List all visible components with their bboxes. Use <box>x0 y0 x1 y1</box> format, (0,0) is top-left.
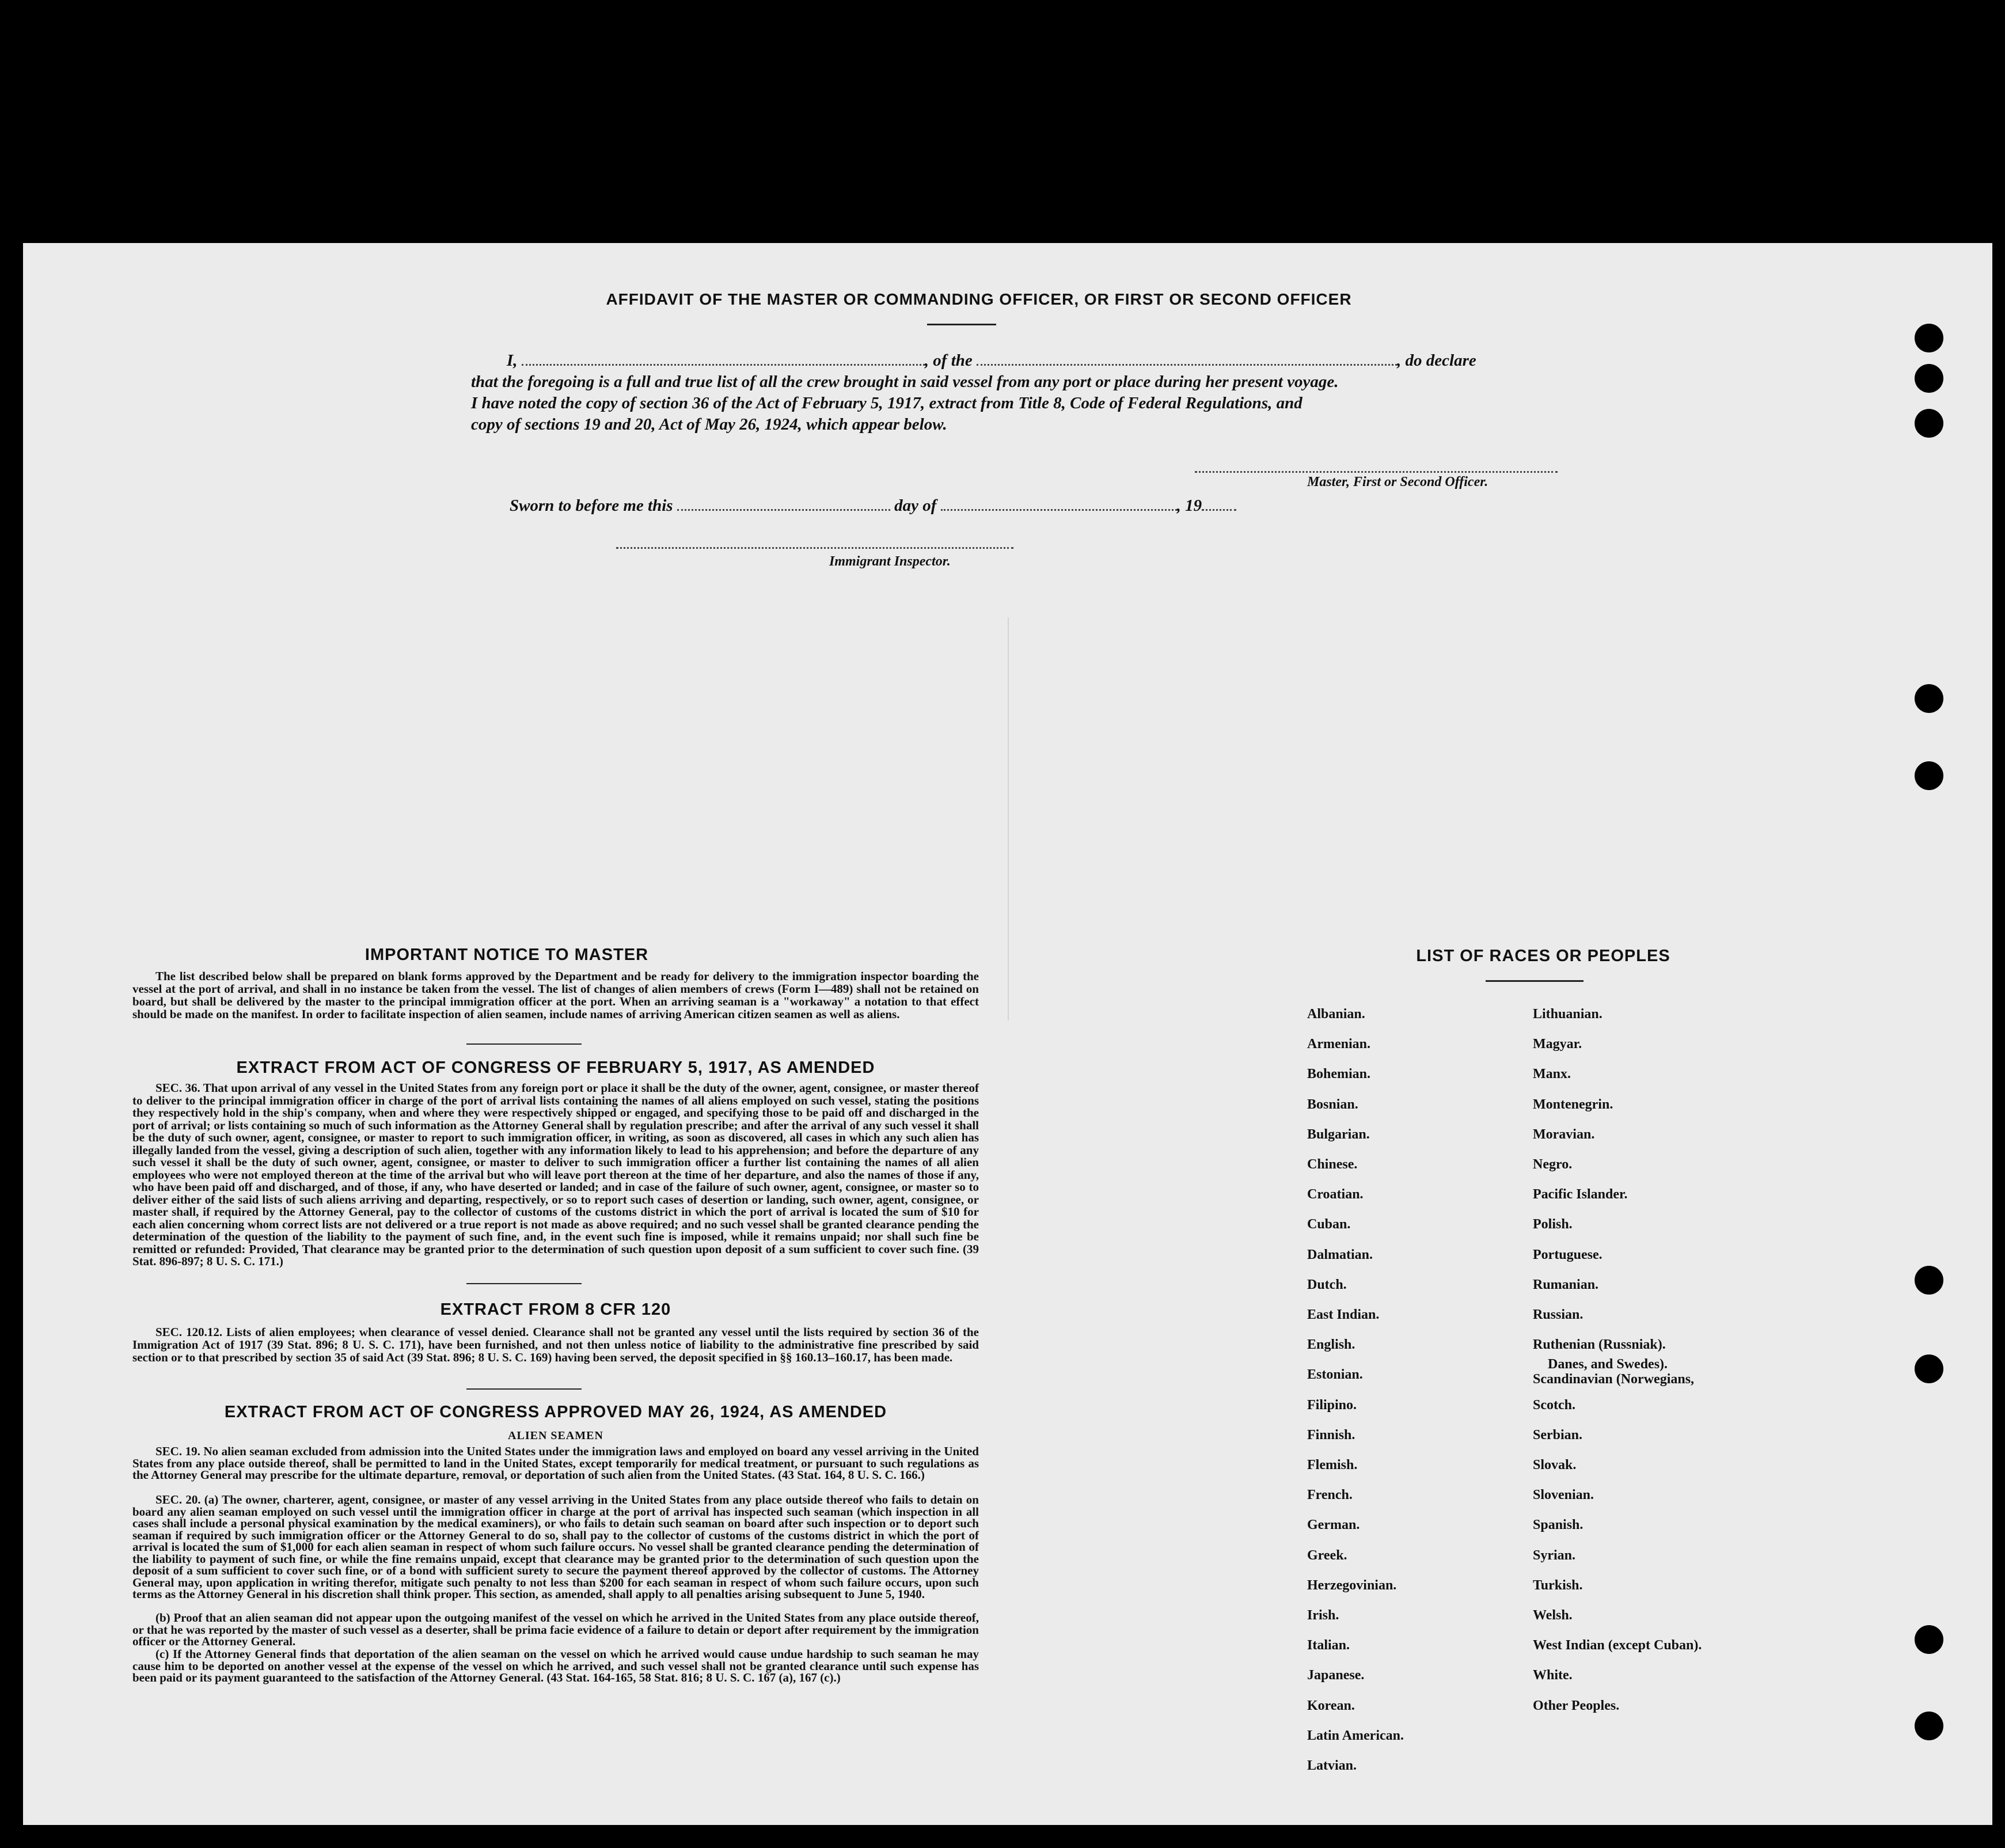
race-item: Filipino. <box>1307 1397 1357 1413</box>
race-item: Dutch. <box>1307 1277 1347 1292</box>
inspector-signature-line[interactable] <box>616 544 1013 549</box>
race-item: Manx. <box>1533 1067 1571 1082</box>
race-item: Other Peoples. <box>1533 1698 1620 1713</box>
year-label: , 19 <box>1176 496 1202 515</box>
race-item: Korean. <box>1307 1698 1355 1713</box>
day-of-label: day of <box>894 496 937 515</box>
affidavit-line3: I have noted the copy of section 36 of the Act of February 5, 1917, extract from Title 8, Code of Federal Regulations, and <box>471 394 1303 412</box>
race-item: Bosnian. <box>1307 1096 1358 1112</box>
race-item: Pacific Islander. <box>1533 1187 1628 1202</box>
punch-hole <box>1915 761 1943 790</box>
race-item: Moravian. <box>1533 1126 1595 1142</box>
affidavit-line4: copy of sections 19 and 20, Act of May 26, 1924, which appear below. <box>471 415 947 434</box>
declarant-prefix: I, <box>507 351 518 370</box>
notice-title: IMPORTANT NOTICE TO MASTER <box>364 946 649 964</box>
race-item: Ruthenian (Russniak). <box>1533 1337 1666 1353</box>
sec20b-body: (b) Proof that an alien seaman did not appear upon the outgoing manifest of the vessel on which he arrived in the United States from any place outside thereof, or that he was reported by the master of such vessel as a deserter, shall be prima facie evidence of a failure to detain or deport after requirement by the immigration officer or the Attorney General. <box>132 1611 979 1648</box>
inspector-signature-label: Immigrant Inspector. <box>829 554 951 569</box>
alien-seamen-subtitle: ALIEN SEAMEN <box>508 1429 603 1442</box>
race-item: Scotch. <box>1533 1397 1575 1413</box>
race-item: East Indian. <box>1307 1307 1380 1322</box>
race-item: Danes, and Swedes). <box>1548 1357 1668 1372</box>
race-item: Flemish. <box>1307 1458 1358 1473</box>
extract-cfr-title: EXTRACT FROM 8 CFR 120 <box>440 1300 671 1319</box>
declarant-name-field[interactable] <box>522 361 925 366</box>
of-the-label: , of the <box>924 351 973 370</box>
race-item: Magyar. <box>1533 1037 1582 1052</box>
notice-rule <box>466 1043 582 1045</box>
race-item: Finnish. <box>1307 1427 1355 1443</box>
race-item: Turkish. <box>1533 1577 1583 1593</box>
punch-hole <box>1915 409 1943 438</box>
race-item: Dalmatian. <box>1307 1247 1373 1262</box>
race-item: Greek. <box>1307 1547 1347 1563</box>
race-item: Syrian. <box>1533 1547 1576 1563</box>
race-item: Latin American. <box>1307 1728 1404 1743</box>
race-item: Rumanian. <box>1533 1277 1599 1292</box>
fold-line <box>1008 617 1009 1020</box>
sec19-body: SEC. 19. No alien seaman excluded from admission into the United States under the immigration laws and employed on board any vessel arriving in the United States from any place outside thereof, shall be permitted to land in the United States, except temporarily for medical treatment, or pursuant to such regulations as the Attorney General may prescribe for the ultimate departure, removal, or deportation of such alien from the United States. (43 Stat. 164, 8 U. S. C. 166.) <box>132 1444 979 1482</box>
vessel-name-field[interactable] <box>977 361 1397 366</box>
race-item: West Indian (except Cuban). <box>1533 1638 1702 1653</box>
race-item: Japanese. <box>1307 1668 1365 1683</box>
race-item: Spanish. <box>1533 1517 1584 1533</box>
affidavit-line1 <box>507 351 1578 370</box>
notice-body: The list described below shall be prepared on blank forms approved by the Department and be ready for delivery to the immigration inspector boarding the vessel at the port of arrival, and shall in no instance be taken from the vessel. The list of changes of alien members of crews (Form I—489) shall not be retained on board, but shall be delivered by the master to the principal immigration officer at the port. When an arriving seaman is a "workaway" a notation to that effect should be made on the manifest. In order to facilitate inspection of alien seamen, include names of arriving American citizen seamen as well as aliens. <box>132 969 979 1021</box>
affidavit-title: AFFIDAVIT OF THE MASTER OR COMMANDING OFFICER, OR FIRST OR SECOND OFFICER <box>606 290 1352 308</box>
punch-hole <box>1915 684 1943 713</box>
race-item: Armenian. <box>1307 1037 1370 1052</box>
punch-hole <box>1915 1625 1943 1654</box>
extract-1917-title: EXTRACT FROM ACT OF CONGRESS OF FEBRUARY 5, 1917, AS AMENDED <box>236 1058 875 1077</box>
sec20c-body: (c) If the Attorney General finds that deportation of the alien seaman on the vessel on which he arrived would cause undue hardship to such seaman he may cause him to be deported on another vessel at the expense of the vessel on which he arrived, and such vessel shall not be granted clearance until such expense has been paid or its payment guaranteed to the satisfaction of the Attorney General. (43 Stat. 164-165, 58 Stat. 816; 8 U. S. C. 167 (a), 167 (c).) <box>132 1647 979 1684</box>
race-item: Slovenian. <box>1533 1487 1594 1503</box>
race-item: Bohemian. <box>1307 1067 1371 1082</box>
sec20a-body: SEC. 20. (a) The owner, charterer, agent, consignee, or master of any vessel arriving in the United States from any place outside thereof who fails to detain on board any alien seaman employed on such vessel until the immigration officer in charge at the port of arrival has inspected such seaman (which inspection in all cases shall include a personal physical examination by the medical examiners), or who fails to detain such seaman on board after such inspection or to deport such seaman if required by such immigration officer or the Attorney General to do so, shall pay to the collector of customs of the customs district in which the port of arrival is located the sum of $1,000 for each alien seaman in respect of whom such failure occurs. No vessel shall be granted clearance pending the determination of the liability to payment of such fine, or while the fine remains unpaid, except that clearance may be granted prior to the determination of such question upon the deposit of a sum sufficient to cover such fine, or of a bond with sufficient surety to secure the payment thereof approved by the collector of customs. The Attorney General may, upon application in writing therefor, mitigate such penalty to not less than $200 for each seaman in respect of whom such failure occurs, upon such terms as the Attorney General in his discretion shall think proper. This section, as amended, shall apply to all penalties arising subsequent to June 5, 1940. <box>132 1493 979 1601</box>
race-item: White. <box>1533 1668 1573 1683</box>
affidavit-rule <box>927 324 996 325</box>
race-item: French. <box>1307 1487 1353 1503</box>
race-item: Portuguese. <box>1533 1247 1603 1262</box>
race-item: Croatian. <box>1307 1187 1364 1202</box>
sworn-year-field[interactable] <box>1202 506 1236 511</box>
master-signature-label: Master, First or Second Officer. <box>1307 475 1488 489</box>
race-item: Irish. <box>1307 1608 1339 1623</box>
affidavit-line2: that the foregoing is a full and true list of all the crew brought in said vessel from any port or place during her present voyage. <box>471 373 1339 391</box>
race-item: Lithuanian. <box>1533 1007 1603 1022</box>
race-item: Italian. <box>1307 1638 1350 1653</box>
race-item: Russian. <box>1533 1307 1584 1322</box>
punch-hole <box>1915 364 1943 393</box>
sworn-label: Sworn to before me this <box>510 496 673 515</box>
punch-hole <box>1915 1712 1943 1740</box>
sworn-month-field[interactable] <box>941 506 1177 511</box>
document-sheet <box>23 243 1992 1825</box>
extract-cfr-body: SEC. 120.12. Lists of alien employees; when clearance of vessel denied. Clearance shall not be granted any vessel until the lists required by section 36 of the Immigration Act of 1917 (39 Stat. 896; 8 U. S. C. 171), have been furnished, and not then unless notice of liability to the administrative fine prescribed by said section or to that prescribed by section 35 of said Act (39 Stat. 896; 8 U. S. C. 169) having been served, the deposit specified in §§ 160.13–160.17, has been made. <box>132 1325 979 1364</box>
master-signature-line[interactable] <box>1195 468 1558 473</box>
race-item: Latvian. <box>1307 1758 1357 1773</box>
race-item: Albanian. <box>1307 1007 1365 1022</box>
race-item: Montenegrin. <box>1533 1096 1613 1112</box>
race-item: Negro. <box>1533 1157 1573 1172</box>
race-item: Polish. <box>1533 1217 1573 1232</box>
punch-hole <box>1915 1354 1943 1383</box>
extract-1924-title: EXTRACT FROM ACT OF CONGRESS APPROVED MAY 26, 1924, AS AMENDED <box>224 1403 887 1421</box>
race-item: German. <box>1307 1517 1360 1533</box>
race-item: Herzegovinian. <box>1307 1577 1397 1593</box>
extract-1917-rule <box>466 1283 582 1284</box>
declare-label: , do declare <box>1397 351 1476 370</box>
race-item: Estonian. <box>1307 1367 1363 1383</box>
sworn-day-field[interactable] <box>677 506 890 511</box>
race-item: Slovak. <box>1533 1458 1577 1473</box>
race-item: Cuban. <box>1307 1217 1351 1232</box>
punch-hole <box>1915 1266 1943 1295</box>
extract-cfr-rule <box>466 1388 582 1390</box>
race-item: English. <box>1307 1337 1355 1353</box>
punch-hole <box>1915 324 1943 352</box>
sworn-line <box>510 496 1236 515</box>
races-title: LIST OF RACES OR PEOPLES <box>1416 947 1670 965</box>
extract-1917-body: SEC. 36. That upon arrival of any vessel in the United States from any foreign port or place it shall be the duty of the owner, agent, consignee, or master thereof to deliver to the principal immigration officer in charge of the port of arrival lists containing the names of all aliens employed on such vessel, stating the positions they respectively hold in the ship's company, when and where they were respectively shipped or engaged, and specifying those to be paid off and discharged in the port of arrival; or lists containing so much of such information as the Attorney General shall by regulation prescribe; and after the arrival of any such vessel it shall be the duty of such owner, agent, consignee, or master to report to such immigration officer, in writing, as soon as discovered, all cases in which any such alien has illegally landed from the vessel, giving a description of such alien, together with any information likely to lead to his apprehension; and before the departure of any such vessel it shall be the duty of such owner, agent, consignee, or master to deliver to such immigration officer a further list containing the names of all alien employees who were not employed thereon at the time of the arrival but who will leave port thereon at the time of her departure, and also the names of those if any, who have been paid off and discharged, and of those, if any, who have deserted or landed; and in case of the failure of such owner, agent, consignee, or master so to deliver either of the said lists of such aliens arriving and departing, respectively, or so to report such cases of desertion or landing, such owner, agent, consignee, or master shall, if required by the Attorney General, pay to the collector of customs of the customs district in which the port of arrival is located the sum of $10 for each alien concerning whom correct lists are not delivered or a true report is not made as above required; and no such vessel shall be granted clearance pending the determination of the question of the liability to the payment of such fine, and, in the event such fine is imposed, while it remains unpaid; nor shall such fine be remitted or refunded: Provided, That clearance may be granted prior to the determination of such question upon deposit of a sum sufficient to cover such fine. (39 Stat. 896-897; 8 U. S. C. 171.) <box>132 1081 979 1268</box>
race-item: Bulgarian. <box>1307 1126 1370 1142</box>
race-item: Welsh. <box>1533 1608 1573 1623</box>
races-rule <box>1486 980 1584 982</box>
race-item: Scandinavian (Norwegians, <box>1533 1372 1695 1387</box>
race-item: Serbian. <box>1533 1427 1583 1443</box>
race-item: Chinese. <box>1307 1157 1358 1172</box>
